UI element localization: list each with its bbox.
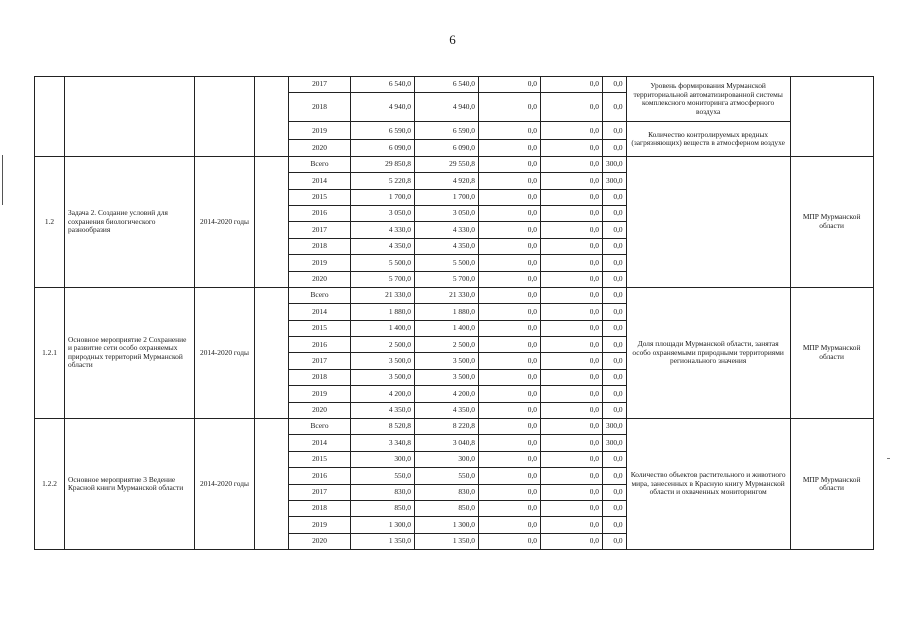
federal-budget-cell: 0,0 <box>479 156 541 172</box>
federal-budget-cell: 0,0 <box>479 517 541 533</box>
regional-budget-cell: 5 500,0 <box>415 255 479 271</box>
regional-budget-cell: 3 500,0 <box>415 369 479 385</box>
local-budget-cell: 0,0 <box>541 271 603 287</box>
regional-budget-cell: 1 880,0 <box>415 304 479 320</box>
federal-budget-cell: 0,0 <box>479 271 541 287</box>
other-sources-cell: 300,0 <box>603 435 627 451</box>
total-cell: 1 300,0 <box>351 517 415 533</box>
scan-dot-mark <box>887 458 890 459</box>
total-cell: 6 590,0 <box>351 122 415 140</box>
other-sources-cell: 0,0 <box>603 255 627 271</box>
spacer-cell <box>255 156 289 287</box>
local-budget-cell: 0,0 <box>541 451 603 467</box>
other-sources-cell: 300,0 <box>603 419 627 435</box>
year-cell: 2019 <box>289 517 351 533</box>
regional-budget-cell: 29 550,8 <box>415 156 479 172</box>
year-cell: 2018 <box>289 369 351 385</box>
year-cell: 2019 <box>289 386 351 402</box>
federal-budget-cell: 0,0 <box>479 320 541 336</box>
year-cell: Всего <box>289 156 351 172</box>
year-cell: 2020 <box>289 402 351 418</box>
table-row <box>35 287 874 303</box>
local-budget-cell: 0,0 <box>541 93 603 122</box>
regional-budget-cell: 2 500,0 <box>415 337 479 353</box>
page-number: 6 <box>449 32 456 47</box>
local-budget-cell: 0,0 <box>541 189 603 205</box>
regional-budget-cell: 21 330,0 <box>415 287 479 303</box>
total-cell: 1 400,0 <box>351 320 415 336</box>
year-cell: 2019 <box>289 122 351 140</box>
target-indicator: Доля площади Мурманской области, занятая особо охраняемыми природными территориями регионального значения <box>626 287 790 418</box>
other-sources-cell: 0,0 <box>603 386 627 402</box>
federal-budget-cell: 0,0 <box>479 353 541 369</box>
other-sources-cell: 0,0 <box>603 533 627 549</box>
target-indicator <box>626 156 790 287</box>
local-budget-cell: 0,0 <box>541 402 603 418</box>
regional-budget-cell: 1 700,0 <box>415 189 479 205</box>
local-budget-cell: 0,0 <box>541 533 603 549</box>
other-sources-cell: 0,0 <box>603 93 627 122</box>
regional-budget-cell: 4 350,0 <box>415 402 479 418</box>
regional-budget-cell: 830,0 <box>415 484 479 500</box>
regional-budget-cell: 4 200,0 <box>415 386 479 402</box>
local-budget-cell: 0,0 <box>541 484 603 500</box>
local-budget-cell: 0,0 <box>541 419 603 435</box>
other-sources-cell: 0,0 <box>603 337 627 353</box>
total-cell: 4 940,0 <box>351 93 415 122</box>
local-budget-cell: 0,0 <box>541 435 603 451</box>
local-budget-cell: 0,0 <box>541 140 603 156</box>
local-budget-cell: 0,0 <box>541 517 603 533</box>
year-cell: 2018 <box>289 93 351 122</box>
target-indicator: Уровень формирования Мурманской территориальной автоматизированной системы комплексного мониторинга атмосферного воздуха <box>626 77 790 122</box>
regional-budget-cell: 1 400,0 <box>415 320 479 336</box>
other-sources-cell: 0,0 <box>603 238 627 254</box>
year-cell: 2019 <box>289 255 351 271</box>
measure-code: 1.2.1 <box>35 287 65 418</box>
federal-budget-cell: 0,0 <box>479 140 541 156</box>
total-cell: 3 500,0 <box>351 369 415 385</box>
local-budget-cell: 0,0 <box>541 386 603 402</box>
local-budget-cell: 0,0 <box>541 205 603 221</box>
regional-budget-cell: 1 300,0 <box>415 517 479 533</box>
other-sources-cell: 0,0 <box>603 122 627 140</box>
regional-budget-cell: 3 040,8 <box>415 435 479 451</box>
total-cell: 4 350,0 <box>351 402 415 418</box>
local-budget-cell: 0,0 <box>541 287 603 303</box>
local-budget-cell: 0,0 <box>541 222 603 238</box>
local-budget-cell: 0,0 <box>541 122 603 140</box>
total-cell: 850,0 <box>351 500 415 516</box>
other-sources-cell: 0,0 <box>603 468 627 484</box>
federal-budget-cell: 0,0 <box>479 484 541 500</box>
federal-budget-cell: 0,0 <box>479 222 541 238</box>
measure-name <box>65 77 195 157</box>
total-cell: 5 220,8 <box>351 173 415 189</box>
regional-budget-cell: 5 700,0 <box>415 271 479 287</box>
total-cell: 29 850,8 <box>351 156 415 172</box>
measure-period: 2014-2020 годы <box>195 419 255 550</box>
total-cell: 21 330,0 <box>351 287 415 303</box>
local-budget-cell: 0,0 <box>541 238 603 254</box>
regional-budget-cell: 4 330,0 <box>415 222 479 238</box>
total-cell: 550,0 <box>351 468 415 484</box>
other-sources-cell: 0,0 <box>603 77 627 93</box>
local-budget-cell: 0,0 <box>541 500 603 516</box>
year-cell: 2017 <box>289 484 351 500</box>
spacer-cell <box>255 419 289 550</box>
year-cell: 2020 <box>289 533 351 549</box>
regional-budget-cell: 3 500,0 <box>415 353 479 369</box>
total-cell: 2 500,0 <box>351 337 415 353</box>
federal-budget-cell: 0,0 <box>479 189 541 205</box>
total-cell: 1 350,0 <box>351 533 415 549</box>
federal-budget-cell: 0,0 <box>479 337 541 353</box>
target-indicator: Количество контролируемых вредных (загрязняющих) веществ в атмосферном воздухе <box>626 122 790 156</box>
other-sources-cell: 0,0 <box>603 402 627 418</box>
year-cell: 2017 <box>289 353 351 369</box>
regional-budget-cell: 6 590,0 <box>415 122 479 140</box>
other-sources-cell: 0,0 <box>603 189 627 205</box>
federal-budget-cell: 0,0 <box>479 205 541 221</box>
federal-budget-cell: 0,0 <box>479 369 541 385</box>
local-budget-cell: 0,0 <box>541 173 603 189</box>
local-budget-cell: 0,0 <box>541 255 603 271</box>
federal-budget-cell: 0,0 <box>479 468 541 484</box>
year-cell: 2018 <box>289 500 351 516</box>
other-sources-cell: 300,0 <box>603 156 627 172</box>
total-cell: 5 500,0 <box>351 255 415 271</box>
total-cell: 3 340,8 <box>351 435 415 451</box>
federal-budget-cell: 0,0 <box>479 304 541 320</box>
total-cell: 1 700,0 <box>351 189 415 205</box>
spacer-cell <box>255 287 289 418</box>
table-row <box>35 419 874 435</box>
year-cell: 2014 <box>289 304 351 320</box>
federal-budget-cell: 0,0 <box>479 435 541 451</box>
year-cell: 2015 <box>289 189 351 205</box>
spacer-cell <box>255 77 289 157</box>
measure-period <box>195 77 255 157</box>
local-budget-cell: 0,0 <box>541 320 603 336</box>
year-cell: 2020 <box>289 271 351 287</box>
regional-budget-cell: 8 220,8 <box>415 419 479 435</box>
other-sources-cell: 0,0 <box>603 271 627 287</box>
year-cell: 2015 <box>289 320 351 336</box>
other-sources-cell: 0,0 <box>603 500 627 516</box>
other-sources-cell: 0,0 <box>603 517 627 533</box>
federal-budget-cell: 0,0 <box>479 93 541 122</box>
year-cell: 2014 <box>289 435 351 451</box>
measure-name: Основное мероприятие 2 Сохранение и развитие сети особо охраняемых природных территорий Мурманской области <box>65 287 195 418</box>
local-budget-cell: 0,0 <box>541 468 603 484</box>
responsible-executor: МПР Мурманской области <box>790 156 873 287</box>
year-cell: 2014 <box>289 173 351 189</box>
regional-budget-cell: 6 540,0 <box>415 77 479 93</box>
other-sources-cell: 0,0 <box>603 451 627 467</box>
measure-code: 1.2.2 <box>35 419 65 550</box>
year-cell: Всего <box>289 419 351 435</box>
responsible-executor <box>790 77 873 157</box>
table-row <box>35 77 874 93</box>
regional-budget-cell: 850,0 <box>415 500 479 516</box>
local-budget-cell: 0,0 <box>541 156 603 172</box>
year-cell: 2016 <box>289 337 351 353</box>
federal-budget-cell: 0,0 <box>479 500 541 516</box>
local-budget-cell: 0,0 <box>541 304 603 320</box>
year-cell: 2016 <box>289 205 351 221</box>
local-budget-cell: 0,0 <box>541 353 603 369</box>
other-sources-cell: 0,0 <box>603 222 627 238</box>
federal-budget-cell: 0,0 <box>479 419 541 435</box>
measure-period: 2014-2020 годы <box>195 156 255 287</box>
total-cell: 1 880,0 <box>351 304 415 320</box>
federal-budget-cell: 0,0 <box>479 451 541 467</box>
total-cell: 6 090,0 <box>351 140 415 156</box>
federal-budget-cell: 0,0 <box>479 173 541 189</box>
year-cell: 2017 <box>289 77 351 93</box>
local-budget-cell: 0,0 <box>541 337 603 353</box>
regional-budget-cell: 4 920,8 <box>415 173 479 189</box>
federal-budget-cell: 0,0 <box>479 238 541 254</box>
total-cell: 5 700,0 <box>351 271 415 287</box>
regional-budget-cell: 3 050,0 <box>415 205 479 221</box>
federal-budget-cell: 0,0 <box>479 122 541 140</box>
other-sources-cell: 0,0 <box>603 320 627 336</box>
measure-code: 1.2 <box>35 156 65 287</box>
total-cell: 830,0 <box>351 484 415 500</box>
other-sources-cell: 0,0 <box>603 140 627 156</box>
year-cell: 2016 <box>289 468 351 484</box>
other-sources-cell: 0,0 <box>603 353 627 369</box>
target-indicator: Количество объектов растительного и животного мира, занесенных в Красную книгу Мурманской области и охваченных мониторингом <box>626 419 790 550</box>
measure-name: Основное мероприятие 3 Ведение Красной книги Мурманской области <box>65 419 195 550</box>
local-budget-cell: 0,0 <box>541 77 603 93</box>
other-sources-cell: 300,0 <box>603 173 627 189</box>
total-cell: 6 540,0 <box>351 77 415 93</box>
regional-budget-cell: 550,0 <box>415 468 479 484</box>
total-cell: 300,0 <box>351 451 415 467</box>
other-sources-cell: 0,0 <box>603 369 627 385</box>
regional-budget-cell: 300,0 <box>415 451 479 467</box>
measure-period: 2014-2020 годы <box>195 287 255 418</box>
federal-budget-cell: 0,0 <box>479 287 541 303</box>
year-cell: 2017 <box>289 222 351 238</box>
year-cell: 2020 <box>289 140 351 156</box>
regional-budget-cell: 4 350,0 <box>415 238 479 254</box>
total-cell: 4 350,0 <box>351 238 415 254</box>
measure-name: Задача 2. Создание условий для сохранения биологического разнообразия <box>65 156 195 287</box>
regional-budget-cell: 4 940,0 <box>415 93 479 122</box>
regional-budget-cell: 1 350,0 <box>415 533 479 549</box>
other-sources-cell: 0,0 <box>603 304 627 320</box>
total-cell: 8 520,8 <box>351 419 415 435</box>
total-cell: 4 330,0 <box>351 222 415 238</box>
total-cell: 4 200,0 <box>351 386 415 402</box>
total-cell: 3 500,0 <box>351 353 415 369</box>
year-cell: 2018 <box>289 238 351 254</box>
local-budget-cell: 0,0 <box>541 369 603 385</box>
financing-table <box>34 76 874 550</box>
total-cell: 3 050,0 <box>351 205 415 221</box>
responsible-executor: МПР Мурманской области <box>790 287 873 418</box>
other-sources-cell: 0,0 <box>603 484 627 500</box>
regional-budget-cell: 6 090,0 <box>415 140 479 156</box>
federal-budget-cell: 0,0 <box>479 533 541 549</box>
other-sources-cell: 0,0 <box>603 205 627 221</box>
federal-budget-cell: 0,0 <box>479 77 541 93</box>
federal-budget-cell: 0,0 <box>479 255 541 271</box>
federal-budget-cell: 0,0 <box>479 402 541 418</box>
table-row <box>35 156 874 172</box>
measure-code <box>35 77 65 157</box>
year-cell: Всего <box>289 287 351 303</box>
other-sources-cell: 0,0 <box>603 287 627 303</box>
federal-budget-cell: 0,0 <box>479 386 541 402</box>
responsible-executor: МПР Мурманской области <box>790 419 873 550</box>
year-cell: 2015 <box>289 451 351 467</box>
scan-margin-mark <box>2 155 3 205</box>
